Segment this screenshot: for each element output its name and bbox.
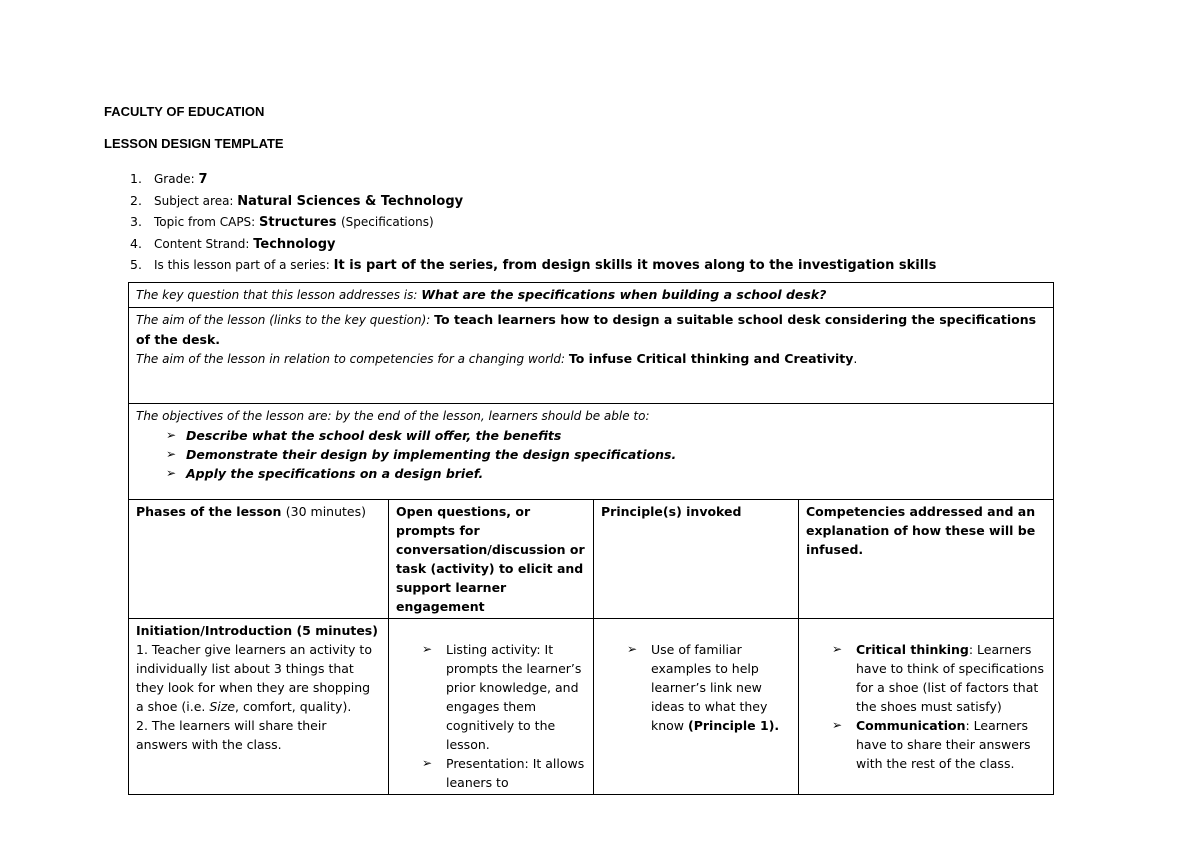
faculty-heading: FACULTY OF EDUCATION: [104, 104, 265, 119]
arrow-bullet-icon: ➢: [422, 756, 433, 770]
phase-cell: [129, 619, 389, 795]
detail-value: 7: [198, 172, 208, 187]
arrow-bullet-icon: ➢: [166, 428, 177, 442]
arrow-bullet-icon: ➢: [832, 642, 843, 656]
question-item: ➢ Presentation: It allows leaners to: [422, 756, 585, 790]
phase-step-2: 2. The learners will share their answers with the class.: [136, 718, 327, 752]
detail-subject: 2. Subject area: Natural Sciences & Technology: [130, 192, 464, 209]
detail-extra: (Specifications): [340, 215, 434, 229]
aim-competencies-value: To infuse Critical thinking and Creativity: [568, 351, 854, 366]
detail-grade: 1. Grade: 7: [130, 171, 208, 187]
detail-topic: 3. Topic from CAPS: Structures (Specifications): [130, 214, 434, 230]
detail-value: Structures: [259, 215, 341, 230]
objectives-row: [129, 404, 1054, 500]
template-title: LESSON DESIGN TEMPLATE: [104, 136, 284, 151]
detail-label: Grade:: [154, 172, 199, 186]
header-principles: Principle(s) invoked: [594, 500, 799, 619]
competencies-cell: [799, 619, 1054, 795]
arrow-bullet-icon: ➢: [832, 718, 843, 732]
objective-item: ➢ Demonstrate their design by implementing the design specifications.: [166, 447, 677, 462]
header-questions: Open questions, or prompts for conversation/discussion or task (activity) to elicit and support learner engagement: [389, 500, 594, 619]
arrow-bullet-icon: ➢: [627, 642, 638, 656]
aim-value: To teach learners how to design a suitable school desk considering the specifications of the desk.: [136, 312, 1037, 347]
header-phases: Phases of the lesson (30 minutes): [129, 500, 389, 619]
detail-label: Subject area:: [154, 193, 238, 208]
detail-series: 5. Is this lesson part of a series: It is part of the series, from design skills it moves along to the investigation skills: [130, 257, 937, 273]
objective-item: ➢ Describe what the school desk will offer, the benefits: [166, 428, 562, 443]
principles-list: [627, 640, 791, 735]
detail-strand: 4. Content Strand: Technology: [130, 235, 336, 252]
aim-cell: The aim of the lesson (links to the key question): To teach learners how to design a suitable school desk considering the specifications of the desk. The aim of the lesson in relation to competencies for a changing world: To infuse Critical thinking and Creativity.: [129, 308, 1054, 404]
column-header-row: [129, 500, 1054, 619]
key-question-row: [129, 283, 1054, 308]
detail-label: Content Strand:: [154, 236, 254, 251]
objective-item: ➢ Apply the specifications on a design brief.: [166, 466, 484, 481]
principles-cell: [594, 619, 799, 795]
objectives-list: [136, 426, 1046, 483]
detail-value: Natural Sciences & Technology: [237, 193, 464, 209]
phase-title: Initiation/Introduction (5 minutes): [136, 623, 378, 638]
header-competencies: Competencies addressed and an explanation of how these will be infused.: [799, 500, 1054, 619]
detail-value: Technology: [253, 236, 336, 252]
question-item: ➢ Listing activity: It prompts the learner’s prior knowledge, and engages them cognitively to the lesson.: [422, 642, 582, 752]
arrow-bullet-icon: ➢: [166, 466, 177, 480]
lesson-design-table: [128, 282, 1054, 795]
principle-item: ➢ Use of familiar examples to help learner’s link new ideas to what they know (Principle 1).: [627, 642, 780, 733]
detail-value: It is part of the series, from design skills it moves along to the investigation skills: [333, 258, 937, 273]
competency-item: ➢ Communication: Learners have to share their answers with the rest of the class.: [832, 718, 1031, 771]
introduction-row: [129, 619, 1054, 795]
key-question-cell: The key question that this lesson addresses is: What are the specifications when building a school desk?: [129, 283, 1054, 308]
lesson-details-list: [130, 169, 936, 277]
questions-list: [422, 640, 586, 792]
competency-item: ➢ Critical thinking: Learners have to think of specifications for a shoe (list of factors that the shoes must satisfy): [832, 642, 1044, 714]
aim-row: [129, 308, 1054, 404]
key-question-value: What are the specifications when building a school desk?: [421, 287, 827, 302]
competencies-list: [832, 640, 1046, 773]
questions-cell: [389, 619, 594, 795]
detail-label: Topic from CAPS:: [154, 215, 260, 229]
objectives-intro: The objectives of the lesson are: by the end of the lesson, learners should be able to:: [136, 409, 650, 423]
detail-label: Is this lesson part of a series:: [154, 258, 334, 272]
arrow-bullet-icon: ➢: [166, 447, 177, 461]
arrow-bullet-icon: ➢: [422, 642, 433, 656]
phase-step-1: 1. Teacher give learners an activity to individually list about 3 things that they look for when they are shopping a shoe (i.e. Size, comfort, quality).: [136, 642, 372, 714]
objectives-cell: [129, 404, 1054, 500]
